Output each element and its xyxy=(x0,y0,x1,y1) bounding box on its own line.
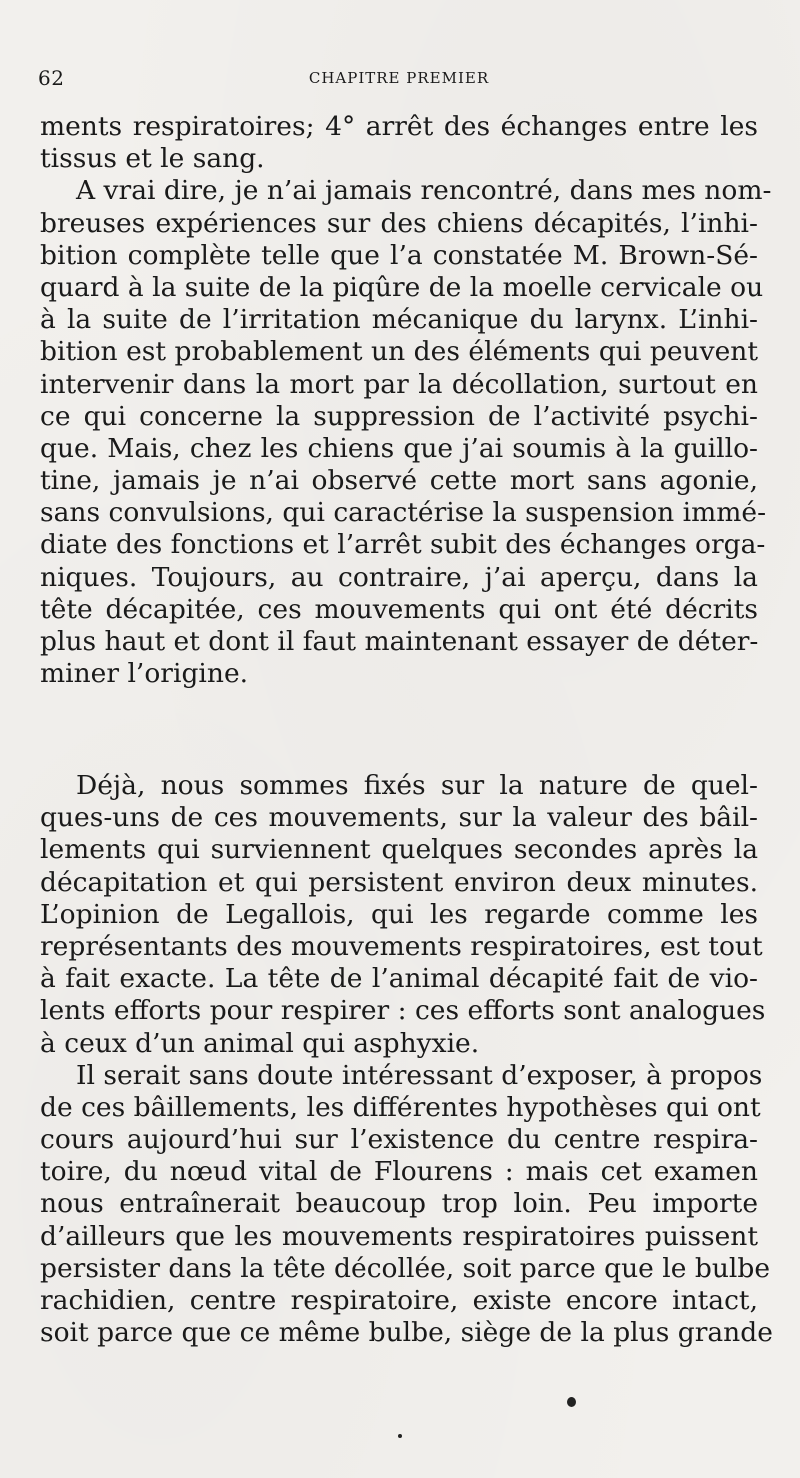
text-block-upper xyxy=(40,111,772,690)
text-line: nous entraînerait beaucoup trop loin. Peu importe xyxy=(40,1188,758,1220)
page-number: 62 xyxy=(38,66,65,90)
text-line: représentants des mouvements respiratoires, est tout xyxy=(40,930,763,962)
running-head xyxy=(38,66,760,90)
text-line: rachidien, centre respiratoire, existe encore intact, xyxy=(40,1285,758,1316)
text-line: A vrai dire, je n’ai jamais rencontré, dans mes nom- xyxy=(76,175,772,207)
text-line: niques. Toujours, au contraire, j’ai aperçu, dans la xyxy=(40,561,758,593)
text-line: Déjà, nous sommes fixés sur la nature de quel- xyxy=(76,770,758,801)
text-line: décapitation et qui persistent environ deux minutes. xyxy=(40,866,758,898)
text-line: Il serait sans doute intéressant d’exposer, à propos xyxy=(76,1059,763,1091)
text-line: soit parce que ce même bulbe, siège de la plus grande xyxy=(40,1317,773,1349)
ink-speck xyxy=(567,1397,576,1407)
text-line: plus haut et dont il faut maintenant essayer de déter- xyxy=(40,626,759,657)
text-line: lements qui surviennent quelques secondes après la xyxy=(40,834,758,866)
text-line: toire, du nœud vital de Flourens : mais cet examen xyxy=(40,1156,758,1188)
text-line: ments respiratoires; 4° arrêt des échanges entre les xyxy=(40,111,758,142)
text-line: bition complète telle que l’a constatée M. Brown-Sé- xyxy=(40,239,758,271)
text-line: à fait exacte. La tête de l’animal décapité fait de vio- xyxy=(40,963,758,995)
chapter-title: CHAPITRE PREMIER xyxy=(308,69,490,87)
text-line: breuses expériences sur des chiens décapités, l’inhi- xyxy=(40,207,758,239)
text-line: sans convulsions, qui caractérise la suspension immé- xyxy=(40,497,767,529)
text-line: que. Mais, chez les chiens que j’ai soumis à la guillo- xyxy=(40,432,758,464)
text-line: à ceux d’un animal qui asphyxie. xyxy=(40,1027,480,1059)
text-line: ce qui concerne la suppression de l’activité psychi- xyxy=(40,400,758,432)
text-line: cours aujourd’hui sur l’existence du centre respira- xyxy=(40,1124,758,1156)
text-line: tissus et le sang. xyxy=(40,143,265,175)
text-line: intervenir dans la mort par la décollation, surtout en xyxy=(40,368,758,400)
text-line: miner l’origine. xyxy=(40,658,249,690)
text-line: d’ailleurs que les mouvements respiratoires puissent xyxy=(40,1220,758,1252)
ink-speck xyxy=(398,1434,402,1438)
text-line: L’opinion de Legallois, qui les regarde comme les xyxy=(40,898,758,930)
text-line: tête décapitée, ces mouvements qui ont été décrits xyxy=(40,593,758,625)
text-block-lower xyxy=(40,770,773,1349)
text-line: de ces bâillements, les différentes hypothèses qui ont xyxy=(40,1091,761,1123)
text-line: tine, jamais je n’ai observé cette mort sans agonie, xyxy=(40,465,758,497)
text-line: bition est probablement un des éléments qui peuvent xyxy=(40,336,758,368)
text-line: quard à la suite de la piqûre de la moelle cervicale ou xyxy=(40,271,764,303)
text-line: ques-uns de ces mouvements, sur la valeur des bâil- xyxy=(40,802,758,834)
text-line: diate des fonctions et l’arrêt subit des échanges orga- xyxy=(40,529,766,561)
text-line: persister dans la tête décollée, soit parce que le bulbe xyxy=(40,1252,771,1284)
text-line: lents efforts pour respirer : ces efforts sont analogues xyxy=(40,995,766,1027)
text-line: à la suite de l’irritation mécanique du larynx. L’inhi- xyxy=(40,304,758,336)
